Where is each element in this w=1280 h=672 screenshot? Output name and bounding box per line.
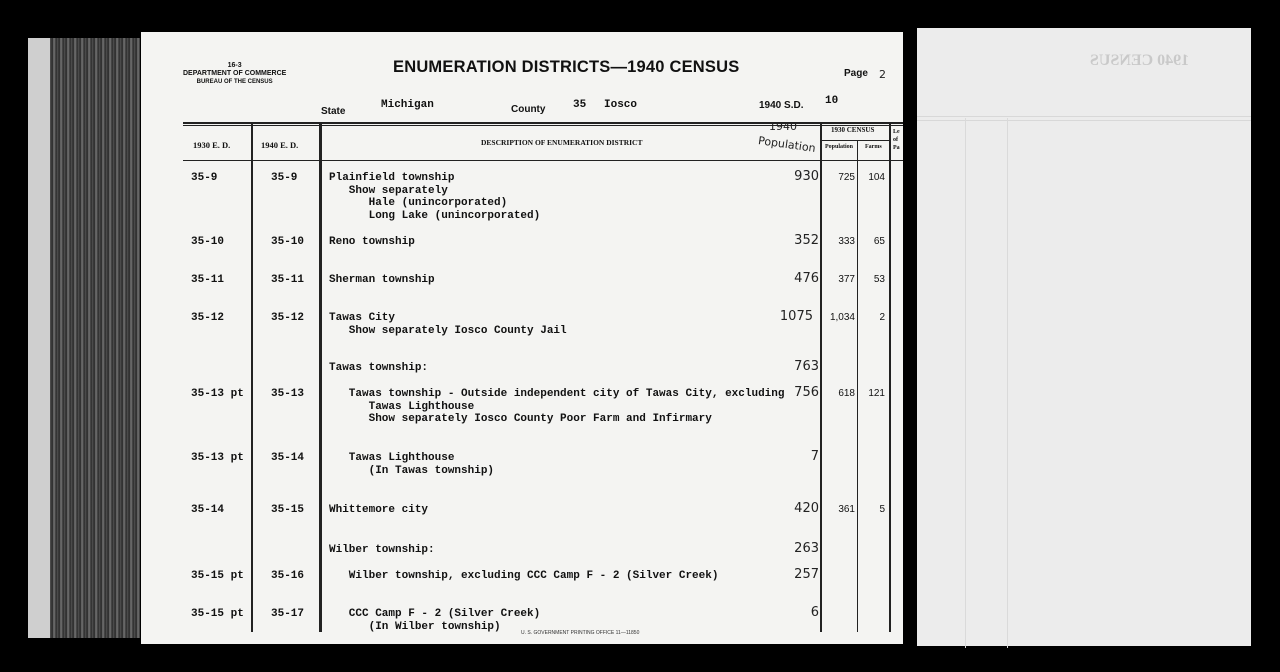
description-line: Wilber township, excluding CCC Camp F - 2 (Silver Creek)	[329, 570, 719, 582]
ed-1940-cell: 35-14	[271, 452, 305, 464]
ed-1930-cell: 35-12	[191, 312, 225, 324]
population-1940-handwritten: 263	[794, 541, 819, 556]
handwritten-population: Population	[757, 134, 817, 155]
census-page	[141, 32, 903, 644]
county-name: Iosco	[604, 99, 638, 111]
population-1940-handwritten: 930	[794, 169, 819, 184]
population-1940-handwritten: 1075	[779, 309, 813, 324]
description-line: CCC Camp F - 2 (Silver Creek)	[329, 608, 541, 620]
description-line: Tawas City	[329, 312, 396, 324]
description-line: Wilber township:	[329, 544, 435, 556]
county-label: County	[511, 104, 546, 115]
census-1930-rule	[821, 140, 889, 141]
description-line: Tawas Lighthouse	[329, 400, 475, 413]
form-number: 16-3	[227, 62, 242, 69]
ed-1930-cell: 35-13 pt	[191, 452, 244, 464]
col-header-population: Population	[825, 144, 854, 150]
bureau-name: BUREAU OF THE CENSUS	[196, 79, 273, 85]
department-name: DEPARTMENT OF COMMERCE	[183, 70, 287, 77]
ed-1940-cell: 35-17	[271, 608, 305, 620]
description-line: Long Lake (unincorporated)	[329, 209, 541, 222]
col-header-1930-ed: 1930 E. D.	[193, 140, 231, 150]
farms-1930-cell: 121	[868, 388, 885, 399]
ed-1940-cell: 35-13	[271, 388, 305, 400]
ed-1940-cell: 35-11	[271, 274, 305, 286]
farms-1930-cell: 65	[873, 236, 885, 247]
book-edge-highlight	[28, 38, 50, 638]
next-page-bleedthrough	[917, 28, 1251, 646]
ed-1940-cell: 35-9	[271, 172, 298, 184]
ed-1930-cell: 35-9	[191, 172, 218, 184]
state-label: State	[321, 106, 346, 117]
ed-1940-cell: 35-12	[271, 312, 305, 324]
description-line: (In Tawas township)	[329, 464, 495, 477]
description-line: Hale (unincorporated)	[329, 197, 508, 209]
description-line: Reno township	[329, 236, 415, 248]
ghost-title: 1940 CENSUS	[1090, 52, 1190, 69]
col-divider-2b	[321, 124, 322, 632]
population-1930-cell: 1,034	[829, 312, 855, 323]
population-1940-handwritten: 420	[794, 501, 819, 516]
sd-value: 10	[825, 95, 839, 107]
description-line: Show separately Iosco County Jail	[329, 324, 567, 337]
ed-1930-cell: 35-13 pt	[191, 388, 244, 400]
ed-1940-cell: 35-15	[271, 504, 305, 516]
description-line: Tawas township:	[329, 362, 429, 374]
col-divider-1	[251, 124, 253, 632]
population-1940-handwritten: 476	[794, 271, 819, 286]
population-1930-cell: 333	[838, 236, 855, 247]
col-header-description: DESCRIPTION OF ENUMERATION DISTRICT	[481, 138, 643, 147]
col-divider-3	[820, 124, 822, 632]
ed-1930-cell: 35-14	[191, 504, 225, 516]
col-header-1940-ed: 1940 E. D.	[261, 140, 299, 150]
sd-label: 1940 S.D.	[759, 100, 804, 111]
description-line: Sherman township	[329, 274, 435, 286]
description-line: Show separately Iosco County Poor Farm and Infirmary	[329, 413, 712, 425]
ed-1930-cell: 35-11	[191, 274, 225, 286]
header-bottom-rule	[183, 160, 903, 161]
page-title: ENUMERATION DISTRICTS—1940 CENSUS	[393, 58, 740, 76]
department-block	[183, 62, 286, 86]
county-number: 35	[573, 99, 587, 111]
page-label: Page	[844, 68, 868, 79]
population-1940-handwritten: 7	[810, 449, 819, 464]
col-header-farms: Farms	[865, 144, 882, 150]
handwritten-1940: 1940	[769, 120, 797, 133]
population-1940-handwritten: 352	[794, 233, 819, 248]
ed-1940-cell: 35-10	[271, 236, 305, 248]
description-line: Plainfield township	[329, 172, 455, 184]
population-1930-cell: 361	[838, 504, 855, 515]
farms-1930-cell: 104	[868, 172, 885, 183]
description-line: Tawas township - Outside independent city of Tawas City, excluding	[329, 388, 785, 400]
population-1940-handwritten: 257	[794, 567, 819, 582]
printing-office-footer: U. S. GOVERNMENT PRINTING OFFICE 11—11850	[521, 630, 640, 636]
col-header-1930-census: 1930 CENSUS	[831, 126, 875, 134]
ed-1930-cell: 35-10	[191, 236, 225, 248]
population-1940-handwritten: 756	[794, 385, 819, 400]
description-line: Whittemore city	[329, 504, 429, 516]
ed-1930-cell: 35-15 pt	[191, 608, 244, 620]
ed-1930-cell: 35-15 pt	[191, 570, 244, 582]
population-1940-handwritten: 6	[810, 605, 819, 620]
state-value: Michigan	[381, 99, 434, 111]
col-header-last: Le of Pa	[893, 129, 900, 151]
farms-1930-cell: 5	[879, 504, 885, 515]
description-line: Tawas Lighthouse	[329, 452, 455, 464]
col-divider-5	[889, 124, 891, 632]
farms-1930-cell: 2	[879, 312, 885, 323]
farms-1930-cell: 53	[873, 274, 885, 285]
population-1930-cell: 377	[838, 274, 855, 285]
population-1930-cell: 618	[838, 388, 855, 399]
description-line: Show separately	[329, 184, 448, 197]
population-1930-cell: 725	[838, 172, 855, 183]
population-1940-handwritten: 763	[794, 359, 819, 374]
description-line: (In Wilber township)	[329, 620, 501, 633]
page-number: 2	[879, 68, 886, 81]
ed-1940-cell: 35-16	[271, 570, 305, 582]
col-divider-4	[857, 140, 858, 632]
